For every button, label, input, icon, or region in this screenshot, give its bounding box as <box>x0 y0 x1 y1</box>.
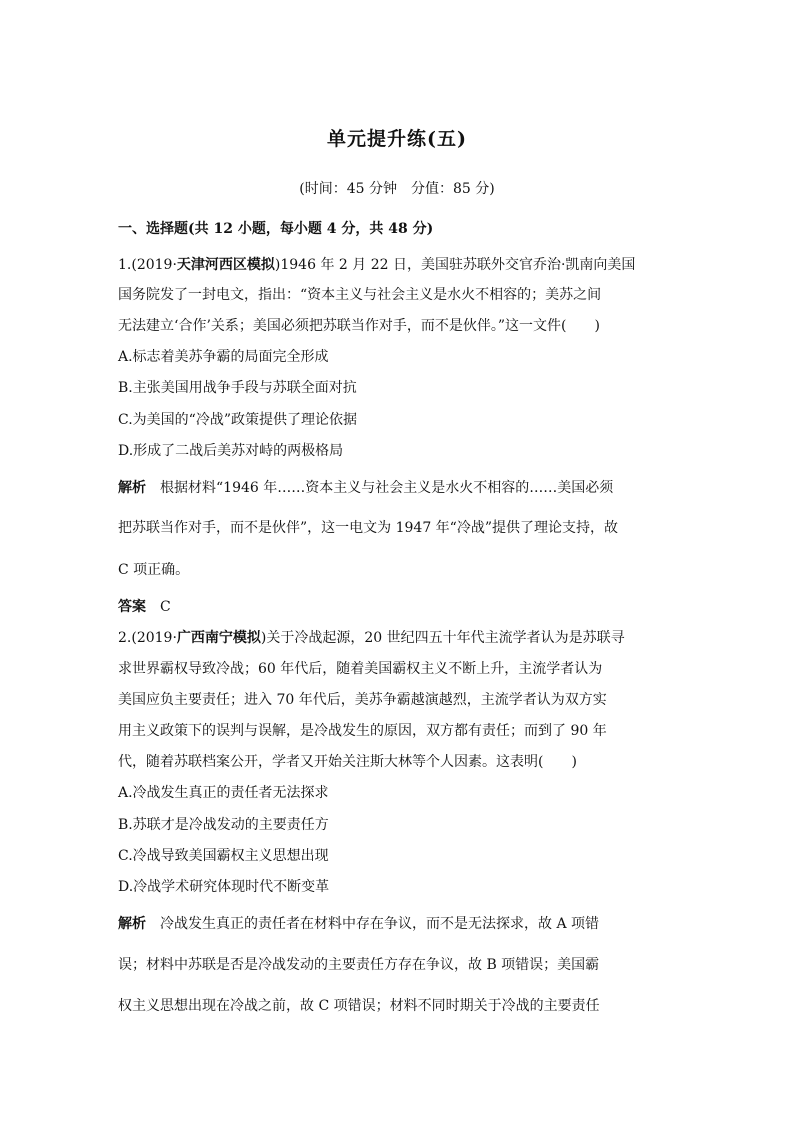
q2-option-d: D.冷战学术研究体现时代不断变革 <box>118 879 330 895</box>
q1-option-a: A.标志着美苏争霸的局面完全形成 <box>118 349 329 365</box>
q1-source: 天津河西区模拟 <box>176 257 275 273</box>
q1-stem-line-3: 无法建立‘合作’关系；美国必须把苏联当作对手，而不是伙伴。”这一文件( ) <box>118 318 600 334</box>
q2-stem-text: )关于冷战起源，20 世纪四五十年代主流学者认为是苏联寻 <box>260 630 625 646</box>
q2-analysis-text: 冷战发生真正的责任者在材料中存在争议，而不是无法探求，故 A 项错 <box>160 916 600 932</box>
q1-analysis-line-2: 把苏联当作对手，而不是伙伴”，这一电文为 1947 年“冷战”提供了理论支持，故 <box>118 520 618 536</box>
q1-stem-text: )1946 年 2 月 22 日，美国驻苏联外交官乔治·凯南向美国 <box>274 257 636 273</box>
q1-answer <box>118 597 678 617</box>
q2-option-b: B.苏联才是冷战发动的主要责任方 <box>118 817 329 833</box>
q2-stem-line-4: 用主义政策下的误判与误解，是冷战发生的原因，双方都有责任；而到了 90 年 <box>118 723 607 739</box>
q2-number: 2.(2019· <box>118 630 177 646</box>
q2-stem-line-3: 美国应负主要责任；进入 70 年代后，美苏争霸越演越烈，主流学者认为双方实 <box>118 692 607 708</box>
q2-option-a: A.冷战发生真正的责任者无法探求 <box>118 785 329 801</box>
q2-analysis-line-3: 权主义思想出现在冷战之前，故 C 项错误；材料不同时期关于冷战的主要责任 <box>118 998 600 1014</box>
q1-analysis-line-1 <box>118 478 678 498</box>
section-heading: 一、选择题(共 12 小题，每小题 4 分，共 48 分) <box>118 221 434 237</box>
q2-stem-line-2: 求世界霸权导致冷战；60 年代后，随着美国霸权主义不断上升，主流学者认为 <box>118 661 603 677</box>
q1-stem-line-2: 国务院发了一封电文，指出：“资本主义与社会主义是水火不相容的；美苏之间 <box>118 287 602 303</box>
q1-number: 1.(2019· <box>118 257 177 273</box>
q1-option-b: B.主张美国用战争手段与苏联全面对抗 <box>118 380 357 396</box>
page-title: 单元提升练(五) <box>327 128 467 150</box>
exam-meta: (时间：45 分钟 分值：85 分) <box>299 181 495 197</box>
q2-option-c: C.冷战导致美国霸权主义思想出现 <box>118 848 329 864</box>
q2-analysis-label: 解析 <box>118 916 146 932</box>
q1-option-c: C.为美国的“冷战”政策提供了理论依据 <box>118 412 357 428</box>
q1-answer-value: C <box>160 599 171 615</box>
q2-stem-line-1 <box>118 628 678 648</box>
q2-stem-line-5: 代，随着苏联档案公开，学者又开始关注斯大林等个人因素。这表明( ) <box>118 754 577 770</box>
q2-analysis-line-2: 误；材料中苏联是否是冷战发动的主要责任方存在争议，故 B 项错误；美国霸 <box>118 957 600 973</box>
q1-option-d: D.形成了二战后美苏对峙的两极格局 <box>118 443 344 459</box>
q1-answer-label: 答案 <box>118 599 146 615</box>
q2-source: 广西南宁模拟 <box>176 630 261 646</box>
q1-stem-line-1 <box>118 255 678 275</box>
q1-analysis-line-3: C 项正确。 <box>118 562 190 578</box>
q2-analysis-line-1 <box>118 914 678 934</box>
q1-analysis-label: 解析 <box>118 480 146 496</box>
q1-analysis-text: 根据材料“1946 年……资本主义与社会主义是水火不相容的……美国必须 <box>160 480 614 496</box>
